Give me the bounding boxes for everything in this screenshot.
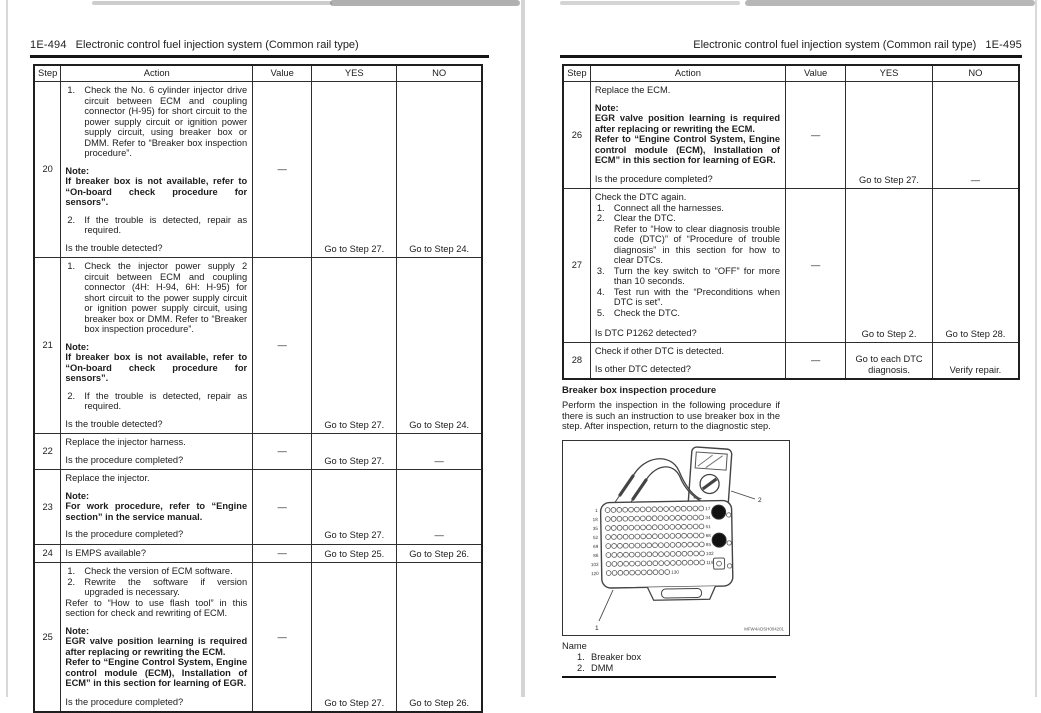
list-text: Test run with the “Preconditions when DTC is set”. [614,287,780,308]
action-cell [61,258,253,434]
table-row [34,544,482,563]
action-list-item [595,266,780,287]
action-question: Is other DTC detected? [595,357,780,375]
page-number-left: 1E-494 [30,39,67,51]
action-question: Is the trouble detected? [65,412,247,430]
action-text: Note: [65,342,247,353]
table-row [34,258,482,434]
action-list-item [595,203,780,214]
action-text: Check the DTC again. [595,192,780,203]
list-number: 2. [65,215,84,236]
list-number: 2. [65,577,84,598]
value-cell: — [253,563,312,713]
action-text: Refer to “How to use flash tool” in this section for check and rewriting of ECM. [65,598,247,619]
step-cell: 28 [563,343,590,380]
action-cell [61,434,253,470]
action-cell [590,189,785,343]
page-left [30,0,490,697]
action-text: Note: [595,103,780,114]
action-cell [590,343,785,380]
table-row [34,563,482,713]
action-content [591,189,785,342]
value-cell: — [253,470,312,545]
no-cell: Go to Step 24. [397,82,482,258]
action-list-item [65,577,247,598]
action-cell [61,82,253,258]
action-text: Replace the ECM. [595,85,780,96]
list-text: If the trouble is detected, repair as required. [84,391,247,412]
action-text: If breaker box is not available, refer to “On-board check procedure for sensors”. [65,176,247,208]
yes-cell: Go to Step 27. [312,82,397,258]
action-text: If breaker box is not available, refer to “On-board check procedure for sensors”. [65,352,247,384]
action-text: Replace the injector harness. [65,437,247,448]
action-content [61,82,252,257]
page-footer-rule [562,676,776,678]
action-text: Refer to “Engine Control System, Engine control module (ECM), Installation of ECM” in this section for learning of EGR. [595,134,780,166]
action-content [61,470,252,544]
pin-row-start-label: 1 [595,508,598,513]
step-cell: 23 [34,470,61,545]
step-cell: 25 [34,563,61,713]
list-text: Check the No. 6 cylinder injector drive circuit between ECM and coupling connector (H-95) for short circuit to the power supply circuit or ignition power supply circuit, using breaker box or DMM. Refer to “Breaker box inspection procedure”. [84,85,247,159]
column-header-value: Value [786,65,846,82]
action-cell [61,544,253,563]
action-question: Is the trouble detected? [65,236,247,254]
action-text: EGR valve position learning is required after replacing or rewriting the ECM. [65,636,247,657]
value-cell: — [786,82,846,189]
page-edge-right [1035,0,1037,697]
value-cell: — [253,434,312,470]
step-cell: 24 [34,544,61,563]
action-content [61,258,252,433]
breaker-box-figure [562,440,790,636]
action-text: Note: [65,491,247,502]
pin-row-end-label: 68 [706,533,712,538]
name-list-item [562,663,778,674]
pin-row-end-label: 85 [706,542,712,547]
list-number: 3. [595,266,614,287]
table-row [34,470,482,545]
header-rule-left [30,55,489,58]
callout-label-dmm: 2 [758,497,762,504]
column-header-no: NO [932,65,1019,82]
action-text: Check if other DTC is detected. [595,346,780,357]
action-text: For work procedure, refer to “Engine section” in the service manual. [65,501,247,522]
action-question: Is DTC P1262 detected? [595,321,780,339]
callout-label-breaker-box: 1 [595,625,599,632]
breaker-box-illustration [563,441,789,635]
action-content [61,545,252,563]
no-cell: Go to Step 24. [397,258,482,434]
action-text: Note: [65,166,247,177]
pin-row-start-label: 86 [593,553,599,558]
yes-cell: Go to Step 27. [312,258,397,434]
action-question: Is the procedure completed? [595,167,780,185]
no-cell: — [932,82,1019,189]
list-text: Check the injector power supply 2 circuit between ECM and coupling connector (4H: H-94, 6H: H-95) for short circuit to the power supply circuit or ignition power supply circuit, using breaker box or DMM. Refer to “Breaker box inspection procedure”. [84,261,247,335]
page-number-right: 1E-495 [985,39,1022,51]
list-number: 1. [65,85,84,159]
name-item-label: Breaker box [591,652,641,663]
diagnostic-table-right [562,64,1020,380]
callout-line-dmm [731,491,755,499]
column-header-action: Action [590,65,785,82]
column-header-value: Value [253,65,312,82]
yes-cell: Go to Step 27. [312,563,397,713]
pin-row-end-label: 119 [706,560,714,565]
table-row [34,82,482,258]
pin-row-start-label: 69 [593,544,599,549]
action-cell [61,470,253,545]
list-text: If the trouble is detected, repair as required. [84,215,247,236]
action-text: Refer to “Engine Control System, Engine control module (ECM), Installation of ECM” in this section for learning of EGR. [65,657,247,689]
pin-row-start-label: 18 [593,517,599,522]
value-cell: — [786,189,846,343]
pin-row-end-label: 17 [705,506,711,511]
yes-cell: Go to Step 27. [312,470,397,545]
yes-cell: Go to Step 27. [312,434,397,470]
pin-row-start-label: 120 [591,571,599,576]
action-content [61,434,252,469]
list-number: 5. [595,308,614,319]
name-list-heading: Name [562,641,778,652]
pin-row-end-label: 130 [671,570,679,575]
list-number: 1. [65,261,84,335]
pin-row-start-label: 35 [593,526,599,531]
step-cell: 26 [563,82,590,189]
value-cell: — [786,343,846,380]
yes-cell: Go to Step 2. [846,189,933,343]
yes-cell: Go to each DTC diagnosis. [846,343,933,380]
diagnostic-table-left [33,64,483,713]
pin-row-start-label: 52 [593,535,599,540]
list-text: Check the version of ECM software. [84,566,247,577]
table-header-row [563,65,1019,82]
name-list-item [562,652,778,663]
action-text: Note: [65,626,247,637]
list-text: Connect all the harnesses. [614,203,780,214]
figure-code: MFW4ADSH004201 [744,627,784,632]
page-right [560,0,1022,697]
column-header-action: Action [61,65,253,82]
callout-line-breaker-box [599,590,613,621]
page-header-right [560,39,1022,51]
action-question: Is the procedure completed? [65,522,247,540]
page-title-right: Electronic control fuel injection system (Common rail type) [693,39,976,51]
pin-row-end-label: 102 [706,551,714,556]
list-number: 1. [595,203,614,214]
yes-cell: Go to Step 27. [846,82,933,189]
table-row [563,343,1019,380]
page-divider [521,0,525,697]
page-edge-left [6,0,8,697]
action-list-item [65,391,247,412]
list-number: 1. [65,566,84,577]
figure-name-list [562,641,778,674]
value-cell: — [253,258,312,434]
action-list-item [65,215,247,236]
table-header-row [34,65,482,82]
no-cell: Go to Step 28. [932,189,1019,343]
action-list-item [65,566,247,577]
name-item-label: DMM [591,663,613,674]
step-cell: 27 [563,189,590,343]
action-cell [61,563,253,713]
action-list-item [65,85,247,159]
list-text: Check the DTC. [614,308,780,319]
action-list-item [595,213,780,224]
action-text: Refer to “How to clear diagnosis trouble code (DTC)” of “Procedure of trouble diagnosis” in this section for how to clear DTCs. [614,224,780,266]
pin-row-start-label: 103 [591,562,599,567]
step-cell: 21 [34,258,61,434]
list-text: Clear the DTC. [614,213,780,224]
pin-row-end-label: 51 [706,524,712,529]
value-cell: — [253,544,312,563]
no-cell: Go to Step 26. [397,544,482,563]
name-item-number: 2. [577,663,591,674]
column-header-no: NO [397,65,482,82]
section-heading: Breaker box inspection procedure [562,385,780,396]
list-number: 2. [595,213,614,224]
table-row [34,434,482,470]
pin-row-end-label: 34 [705,515,711,520]
action-question: Is the procedure completed? [65,448,247,466]
list-text: Turn the key switch to “OFF” for more than 10 seconds. [614,266,780,287]
page-header-left [30,39,490,51]
column-header-yes: YES [846,65,933,82]
list-text: Rewrite the software if version upgraded is necessary. [84,577,247,598]
action-question: Is the procedure completed? [65,690,247,708]
table-row [563,189,1019,343]
column-header-step: Step [34,65,61,82]
yes-cell: Go to Step 25. [312,544,397,563]
table-row [563,82,1019,189]
value-cell: — [253,82,312,258]
no-cell: Verify repair. [932,343,1019,380]
page-title-left: Electronic control fuel injection system (Common rail type) [76,39,359,51]
action-question: Is EMPS available? [65,548,247,559]
no-cell: — [397,470,482,545]
action-list-item [65,261,247,335]
action-list-item [595,287,780,308]
action-content [591,82,785,188]
no-cell: — [397,434,482,470]
header-rule-right [560,55,1022,58]
action-cell [590,82,785,189]
dmm-icon [688,447,732,510]
column-header-yes: YES [312,65,397,82]
column-header-step: Step [563,65,590,82]
action-text: EGR valve position learning is required after replacing or rewriting the ECM. [595,113,780,134]
name-item-number: 1. [577,652,591,663]
section-intro: Perform the inspection in the following procedure if there is such an instruction to use breaker box in the step. After inspection, return to the diagnostic step. [562,400,780,432]
no-cell: Go to Step 26. [397,563,482,713]
step-cell: 22 [34,434,61,470]
action-content [61,563,252,711]
list-number: 2. [65,391,84,412]
step-cell: 20 [34,82,61,258]
action-list-item [595,308,780,319]
action-text: Replace the injector. [65,473,247,484]
list-number: 4. [595,287,614,308]
action-content [591,343,785,378]
breaker-box-icon [590,500,733,601]
